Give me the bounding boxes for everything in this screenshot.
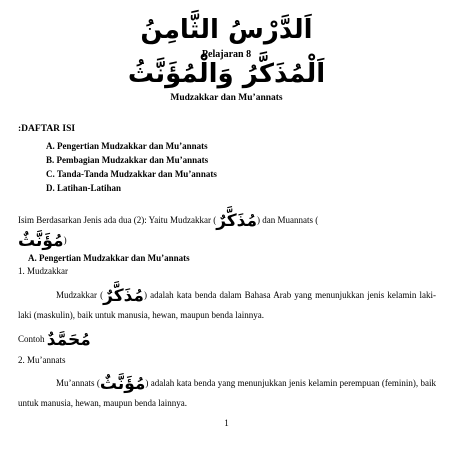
sub2-arabic-word: مُؤَنَّثٌ bbox=[99, 374, 146, 394]
intro-line-1 bbox=[18, 211, 318, 231]
toc-item-b: B. Pembagian Mudzakkar dan Mu’annats bbox=[46, 155, 209, 165]
lesson-title-arabic: اَلدَّرْسُ الثَّامِنُ bbox=[140, 15, 313, 45]
page-number: 1 bbox=[224, 418, 229, 428]
intro-text-middle: ) dan Muannats ( bbox=[257, 215, 319, 225]
sub1-heading: 1. Mudzakkar bbox=[18, 266, 68, 276]
intro-text-before: Isim Berdasarkan Jenis ada dua (2): Yaitu Mudzakkar ( bbox=[18, 215, 217, 225]
example-line bbox=[18, 330, 91, 350]
toc-item-d: D. Latihan-Latihan bbox=[46, 183, 122, 193]
toc-heading: :DAFTAR ISI bbox=[18, 124, 76, 134]
toc-item-c: C. Tanda-Tanda Mudzakkar dan Mu’annats bbox=[46, 169, 217, 179]
intro-text-after: ) bbox=[63, 235, 67, 245]
intro-muannats-arabic: مُؤَنَّثٌ bbox=[18, 231, 64, 251]
example-arabic: مُحَمَّدٌ bbox=[46, 330, 91, 350]
example-label: Contoh bbox=[18, 334, 45, 344]
sub2-text-before: Mu’annats ( bbox=[56, 378, 100, 388]
lesson-subtitle-arabic: اَلْمُذَكَّرُ وَالْمُؤَنَّثُ bbox=[127, 59, 326, 89]
toc-item-a: A. Pengertian Mudzakkar dan Mu’annats bbox=[46, 141, 208, 151]
sub2-text-after: ) adalah kata benda yang menunjukkan jenis kelamin perempuan (feminin), baik untuk manusia, hewan, maupun benda lainnya. bbox=[18, 378, 436, 408]
sub1-paragraph bbox=[18, 286, 436, 325]
lesson-number: Pelajaran 8 bbox=[201, 49, 252, 60]
section-a-heading: A. Pengertian Mudzakkar dan Mu’annats bbox=[28, 253, 190, 263]
intro-mudzakkar-arabic: مُذَكَّرٌ bbox=[216, 211, 258, 231]
sub2-paragraph bbox=[18, 374, 436, 413]
sub2-heading: 2. Mu’annats bbox=[18, 355, 66, 365]
lesson-subtitle-latin: Mudzakkar dan Mu’annats bbox=[170, 93, 283, 103]
sub1-text-after: ) adalah kata benda dalam Bahasa Arab yang menunjukkan jenis kelamin laki-laki (maskulin), baik untuk manusia, hewan, maupun benda lainnya. bbox=[18, 290, 437, 320]
intro-line-2 bbox=[18, 231, 67, 251]
sub1-text-before: Mudzakkar ( bbox=[56, 290, 104, 300]
sub1-arabic-word: مُذَكَّرٌ bbox=[103, 286, 144, 306]
